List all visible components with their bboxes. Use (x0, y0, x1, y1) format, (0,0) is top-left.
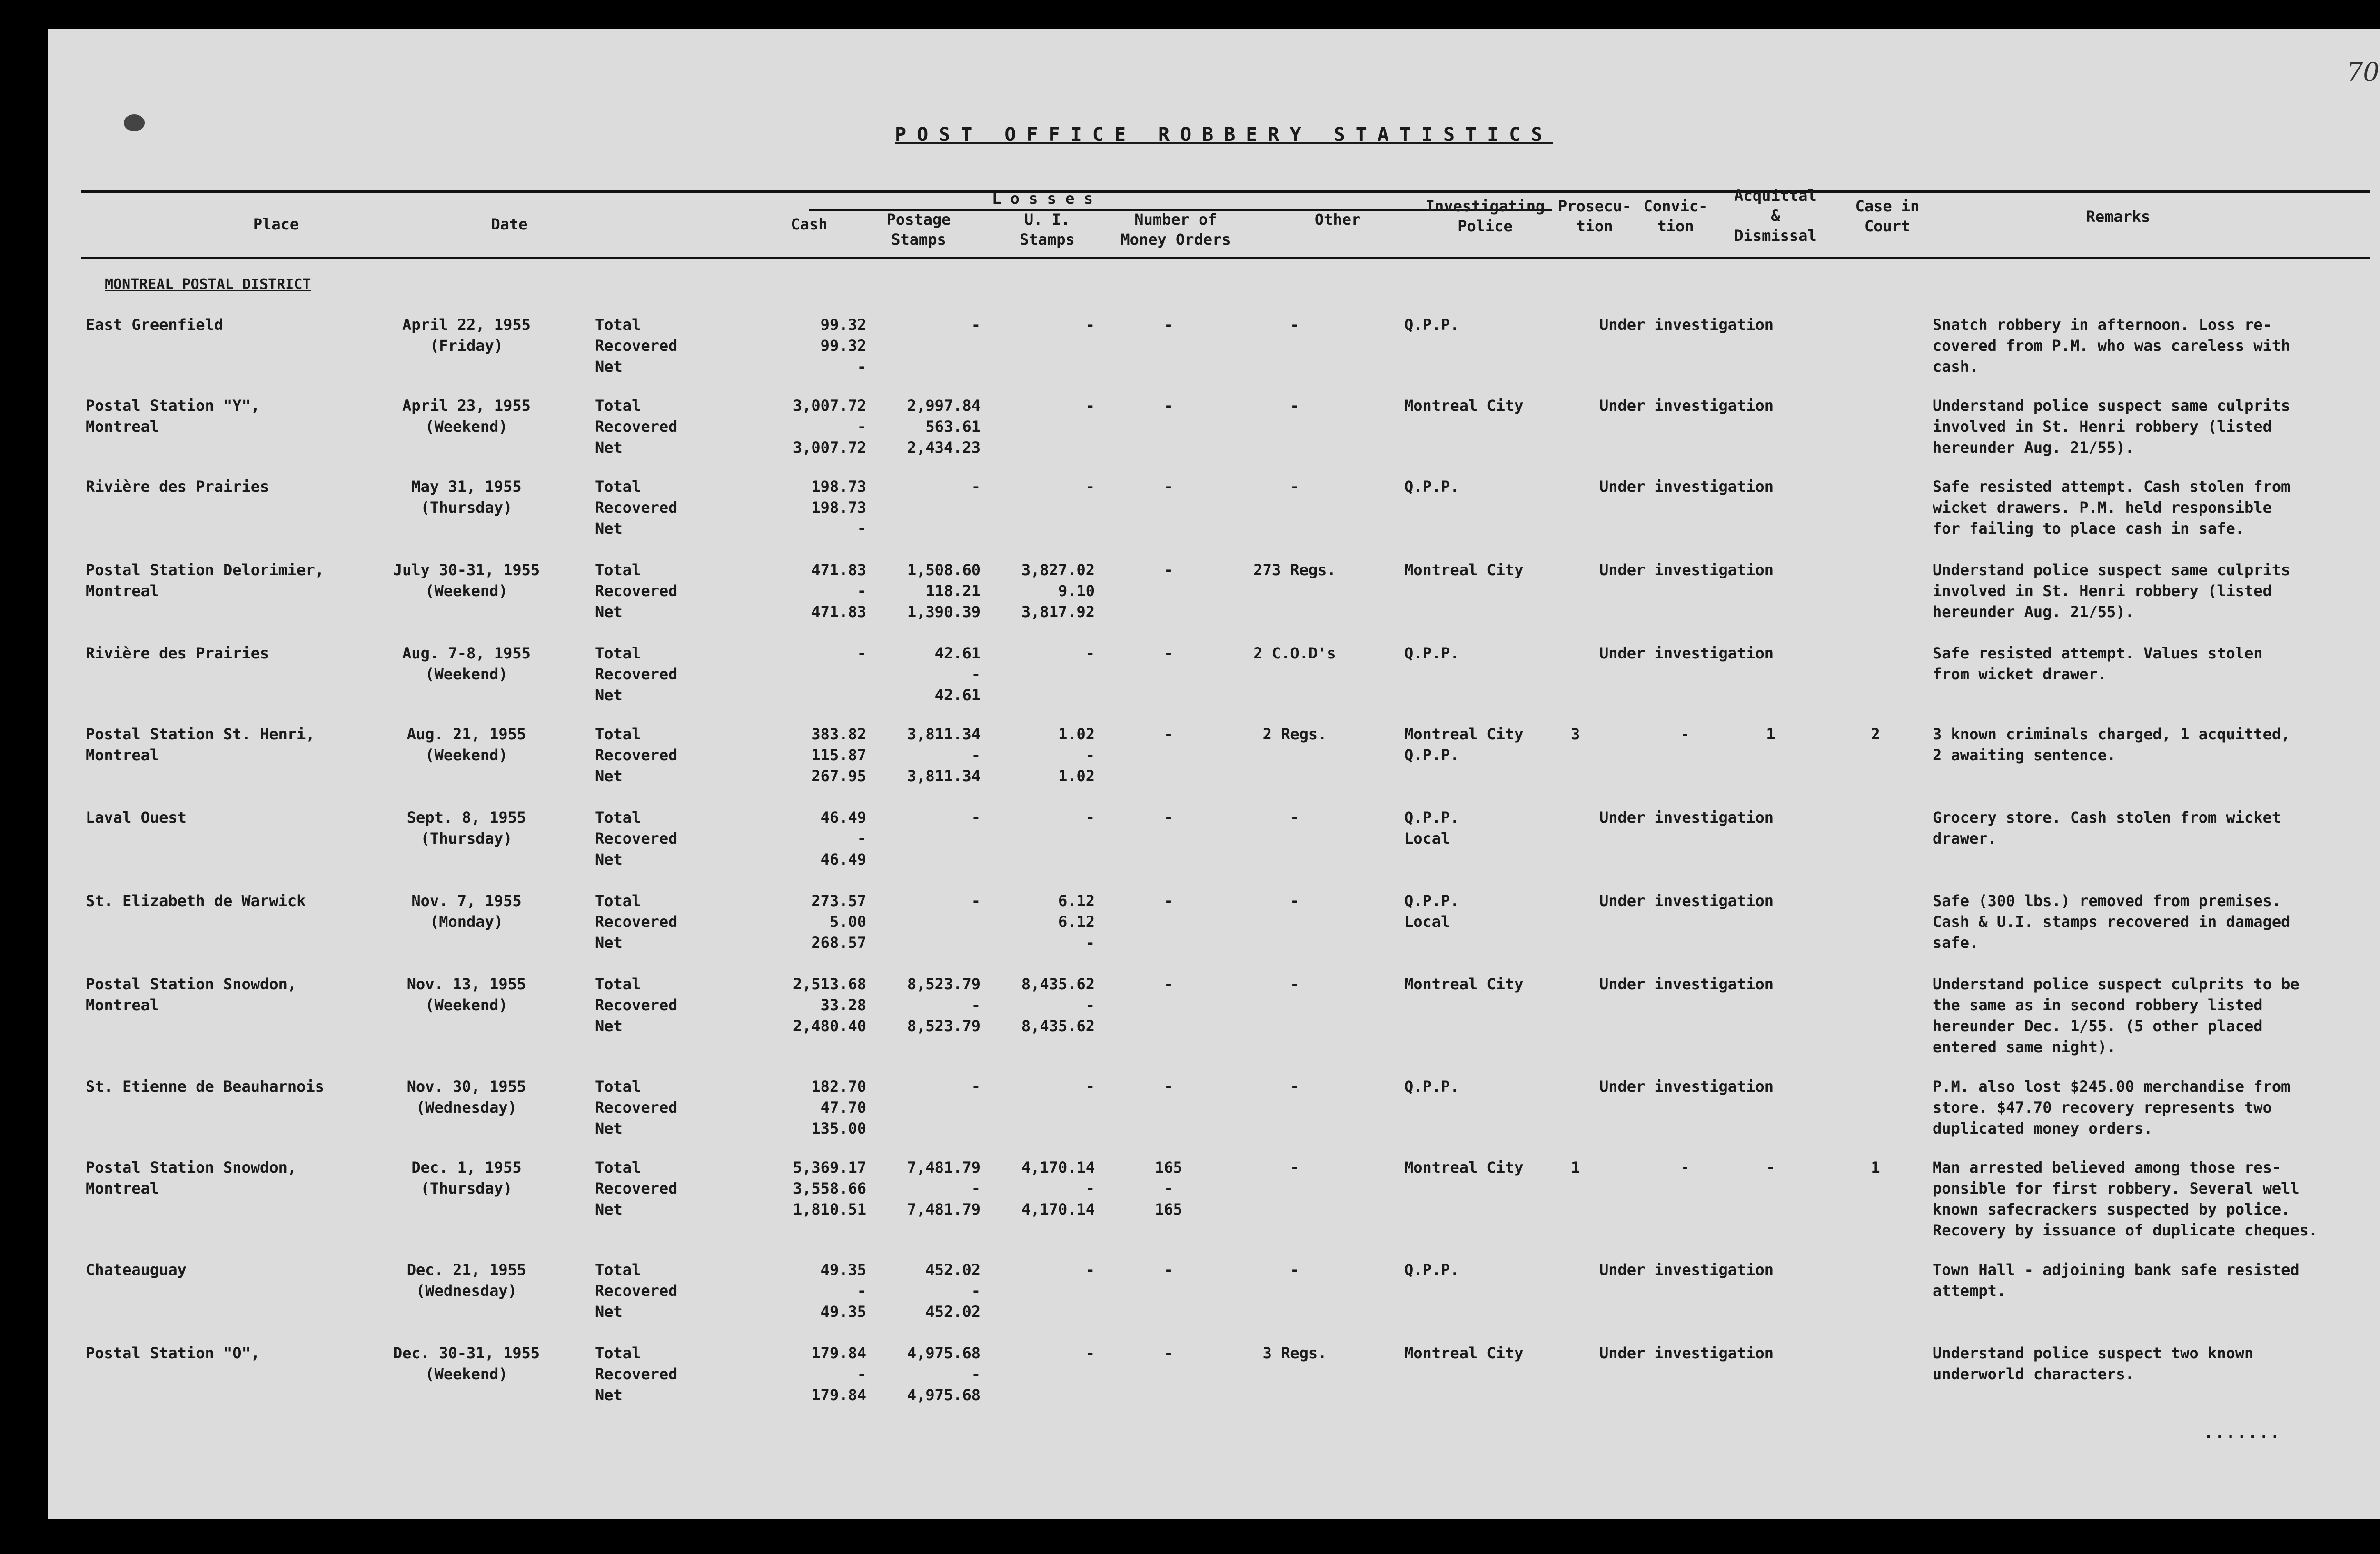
cell-other: 2 Regs. (1262, 725, 1327, 743)
cell-place: Rivière des Prairies (86, 478, 269, 496)
punch-hole (124, 114, 145, 131)
cell-labels: Total Recovered Net (595, 478, 678, 538)
cell-place: Postal Station "O", (86, 1344, 260, 1362)
cell-police: Montreal City (1404, 1158, 1524, 1176)
cell-money-orders: - (1164, 725, 1173, 743)
cell-remarks: Safe resisted attempt. Cash stolen from wicket drawers. P.M. held responsible for failing to place cash in safe. (1933, 478, 2291, 538)
cell-date: Aug. 7-8, 1955 (Weekend) (402, 644, 531, 683)
cell-remarks: Understand police suspect same culprits involved in St. Henri robbery (listed hereunder Aug. 21/55). (1933, 397, 2291, 457)
cell-place: St. Etienne de Beauharnois (86, 1077, 324, 1096)
cell-labels: Total Recovered Net (595, 892, 678, 952)
cell-date: Aug. 21, 1955 (Weekend) (407, 725, 526, 764)
cell-postage: - (971, 316, 981, 334)
cell-postage: 8,523.79 - 8,523.79 (907, 975, 981, 1035)
header-date: Date (491, 215, 528, 233)
cell-police: Q.P.P. (1404, 644, 1459, 662)
cell-police: Q.P.P. (1404, 316, 1459, 334)
cell-postage: 452.02 - 452.02 (925, 1261, 981, 1321)
header-remarks: Remarks (2086, 208, 2151, 226)
cell-place: Chateauguay (86, 1261, 187, 1279)
cell-place: Rivière des Prairies (86, 644, 269, 662)
cell-other: 273 Regs. (1253, 561, 1336, 579)
cell-labels: Total Recovered Net (595, 644, 678, 704)
cell-money-orders: - (1164, 644, 1173, 662)
cell-police: Montreal City (1404, 975, 1524, 993)
cell-police: Montreal City (1404, 1344, 1524, 1362)
cell-ui-stamps: 8,435.62 - 8,435.62 (1021, 975, 1095, 1035)
cell-place: Laval Ouest (86, 808, 187, 827)
header-conviction: Convic- tion (1643, 197, 1708, 235)
header-cash: Cash (791, 215, 828, 233)
cell-remarks: Understand police suspect same culprits involved in St. Henri robbery (listed hereunder Aug. 21/55). (1933, 561, 2291, 621)
cell-cash: 471.83 - 471.83 (811, 561, 866, 621)
cell-cash: 2,513.68 33.28 2,480.40 (793, 975, 866, 1035)
cell-ui-stamps: - (1085, 808, 1095, 827)
cell-prosecution: 1 (1571, 1158, 1580, 1176)
header-money-orders: Number of Money Orders (1121, 210, 1231, 249)
cell-cash: 5,369.17 3,558.66 1,810.51 (793, 1158, 866, 1218)
document-title: POST OFFICE ROBBERY STATISTICS (895, 124, 1553, 146)
cell-investigation-status: Under investigation (1599, 808, 1774, 827)
cell-police: Montreal City (1404, 397, 1524, 415)
header-losses: L o s s e s (992, 189, 1093, 208)
header-postage: Postage Stamps (886, 210, 951, 249)
header-top-rule (81, 190, 2370, 193)
cell-place: Postal Station "Y", Montreal (86, 397, 260, 436)
cell-other: 2 C.O.D's (1253, 644, 1336, 662)
cell-postage: - (971, 1077, 981, 1096)
cell-ui-stamps: 6.12 6.12 - (1058, 892, 1095, 952)
cell-cash: 273.57 5.00 268.57 (811, 892, 866, 952)
cell-labels: Total Recovered Net (595, 1158, 678, 1218)
cell-conviction: - (1680, 725, 1690, 743)
cell-other: - (1290, 808, 1299, 827)
cell-investigation-status: Under investigation (1599, 1261, 1774, 1279)
cell-cash: 383.82 115.87 267.95 (811, 725, 866, 785)
cell-police: Q.P.P. Local (1404, 808, 1459, 847)
cell-postage: 3,811.34 - 3,811.34 (907, 725, 981, 785)
cell-ui-stamps: 3,827.02 9.10 3,817.92 (1021, 561, 1095, 621)
header-place: Place (253, 215, 299, 233)
cell-ui-stamps: - (1085, 644, 1095, 662)
cell-cash: 46.49 - 46.49 (820, 808, 866, 868)
cell-date: Nov. 13, 1955 (Weekend) (407, 975, 526, 1014)
cell-other: 3 Regs. (1262, 1344, 1327, 1362)
trailing-dots: ....... (2204, 1424, 2281, 1442)
header-police: Investigating Police (1425, 197, 1545, 235)
header-prosecution: Prosecu- tion (1557, 197, 1632, 235)
cell-date: Nov. 30, 1955 (Wednesday) (407, 1077, 526, 1116)
cell-money-orders: - (1164, 1077, 1173, 1096)
cell-labels: Total Recovered Net (595, 316, 678, 376)
cell-money-orders: - (1164, 975, 1173, 993)
header-bottom-rule (81, 257, 2370, 259)
cell-police: Q.P.P. (1404, 1077, 1459, 1096)
cell-police: Q.P.P. Local (1404, 892, 1459, 931)
cell-money-orders: - (1164, 561, 1173, 579)
cell-police: Q.P.P. (1404, 478, 1459, 496)
cell-labels: Total Recovered Net (595, 1261, 678, 1321)
cell-cash: 179.84 - 179.84 (811, 1344, 866, 1404)
cell-prosecution: 3 (1571, 725, 1580, 743)
cell-postage: 1,508.60 118.21 1,390.39 (907, 561, 981, 621)
cell-ui-stamps: - (1085, 1344, 1095, 1362)
cell-postage: - (971, 808, 981, 827)
cell-money-orders: - (1164, 808, 1173, 827)
cell-investigation-status: Under investigation (1599, 316, 1774, 334)
cell-cash: 3,007.72 - 3,007.72 (793, 397, 866, 457)
cell-money-orders: - (1164, 1261, 1173, 1279)
cell-remarks: Understand police suspect two known underworld characters. (1933, 1344, 2254, 1383)
cell-postage: 7,481.79 - 7,481.79 (907, 1158, 981, 1218)
cell-postage: 2,997.84 563.61 2,434.23 (907, 397, 981, 457)
cell-labels: Total Recovered Net (595, 808, 678, 868)
cell-labels: Total Recovered Net (595, 397, 678, 457)
cell-ui-stamps: - (1085, 478, 1095, 496)
cell-ui-stamps: 1.02 - 1.02 (1058, 725, 1095, 785)
cell-date: Dec. 1, 1955 (Thursday) (411, 1158, 522, 1197)
cell-postage: 42.61 - 42.61 (934, 644, 981, 704)
cell-other: - (1290, 316, 1299, 334)
cell-money-orders: - (1164, 892, 1173, 910)
district-heading: MONTREAL POSTAL DISTRICT (105, 276, 311, 293)
cell-cash: - (857, 644, 866, 662)
cell-remarks: Safe resisted attempt. Values stolen from wicket drawer. (1933, 644, 2263, 683)
cell-money-orders: - (1164, 1344, 1173, 1362)
cell-labels: Total Recovered Net (595, 725, 678, 785)
cell-cash: 198.73 198.73 - (811, 478, 866, 538)
cell-cash: 49.35 - 49.35 (820, 1261, 866, 1321)
header-other: Other (1314, 210, 1361, 229)
cell-ui-stamps: - (1085, 316, 1095, 334)
cell-date: May 31, 1955 (Thursday) (411, 478, 522, 517)
cell-date: April 23, 1955 (Weekend) (402, 397, 531, 436)
cell-ui-stamps: - (1085, 1261, 1095, 1279)
cell-police: Montreal City (1404, 561, 1524, 579)
cell-place: Postal Station Delorimier, Montreal (86, 561, 324, 600)
cell-remarks: Grocery store. Cash stolen from wicket drawer. (1933, 808, 2281, 847)
cell-date: April 22, 1955 (Friday) (402, 316, 531, 355)
cell-other: - (1290, 1158, 1299, 1176)
cell-place: St. Elizabeth de Warwick (86, 892, 306, 910)
cell-investigation-status: Under investigation (1599, 975, 1774, 993)
cell-money-orders: - (1164, 316, 1173, 334)
cell-postage: - (971, 478, 981, 496)
cell-place: Postal Station St. Henri, Montreal (86, 725, 315, 764)
cell-money-orders: - (1164, 478, 1173, 496)
cell-investigation-status: Under investigation (1599, 644, 1774, 662)
cell-labels: Total Recovered Net (595, 561, 678, 621)
cell-ui-stamps: 4,170.14 - 4,170.14 (1021, 1158, 1095, 1218)
cell-place: East Greenfield (86, 316, 223, 334)
cell-remarks: Safe (300 lbs.) removed from premises. Cash & U.I. stamps recovered in damaged safe. (1933, 892, 2291, 952)
cell-other: - (1290, 1077, 1299, 1096)
cell-other: - (1290, 892, 1299, 910)
cell-court: 2 (1871, 725, 1880, 743)
cell-remarks: Man arrested believed among those res- ponsible for first robbery. Several well known safecrackers suspected by police. Recovery by issuance of duplicate cheques. (1933, 1158, 2318, 1239)
cell-investigation-status: Under investigation (1599, 397, 1774, 415)
cell-acquittal: - (1766, 1158, 1775, 1176)
cell-date: Dec. 21, 1955 (Wednesday) (407, 1261, 526, 1300)
cell-place: Postal Station Snowdon, Montreal (86, 975, 297, 1014)
cell-cash: 99.32 99.32 - (820, 316, 866, 376)
cell-investigation-status: Under investigation (1599, 478, 1774, 496)
cell-remarks: 3 known criminals charged, 1 acquitted, 2 awaiting sentence. (1933, 725, 2291, 764)
cell-investigation-status: Under investigation (1599, 892, 1774, 910)
cell-labels: Total Recovered Net (595, 975, 678, 1035)
page-number: 70 (2347, 57, 2380, 87)
cell-ui-stamps: - (1085, 1077, 1095, 1096)
cell-other: - (1290, 397, 1299, 415)
cell-conviction: - (1680, 1158, 1690, 1176)
cell-labels: Total Recovered Net (595, 1077, 678, 1137)
cell-other: - (1290, 975, 1299, 993)
cell-postage: - (971, 892, 981, 910)
cell-remarks: P.M. also lost $245.00 merchandise from store. $47.70 recovery represents two duplicated money orders. (1933, 1077, 2291, 1137)
cell-date: Dec. 30-31, 1955 (Weekend) (393, 1344, 540, 1383)
header-ui-stamps: U. I. Stamps (1020, 210, 1075, 249)
cell-cash: 182.70 47.70 135.00 (811, 1077, 866, 1137)
cell-date: Sept. 8, 1955 (Thursday) (407, 808, 526, 847)
cell-money-orders: 165 - 165 (1155, 1158, 1182, 1218)
cell-date: Nov. 7, 1955 (Monday) (411, 892, 522, 931)
cell-labels: Total Recovered Net (595, 1344, 678, 1404)
cell-investigation-status: Under investigation (1599, 561, 1774, 579)
cell-police: Montreal City Q.P.P. (1404, 725, 1524, 764)
cell-court: 1 (1871, 1158, 1880, 1176)
cell-place: Postal Station Snowdon, Montreal (86, 1158, 297, 1197)
cell-other: - (1290, 1261, 1299, 1279)
header-acquittal: Acquittal & Dismissal (1734, 187, 1817, 245)
header-court: Case in Court (1855, 197, 1920, 235)
cell-investigation-status: Under investigation (1599, 1077, 1774, 1096)
cell-money-orders: - (1164, 397, 1173, 415)
cell-ui-stamps: - (1085, 397, 1095, 415)
cell-investigation-status: Under investigation (1599, 1344, 1774, 1362)
cell-other: - (1290, 478, 1299, 496)
cell-date: July 30-31, 1955 (Weekend) (393, 561, 540, 600)
cell-remarks: Understand police suspect culprits to be the same as in second robbery listed hereunder Dec. 1/55. (5 other placed entered same night). (1933, 975, 2300, 1056)
cell-postage: 4,975.68 - 4,975.68 (907, 1344, 981, 1404)
cell-remarks: Town Hall - adjoining bank safe resisted attempt. (1933, 1261, 2300, 1300)
cell-acquittal: 1 (1766, 725, 1775, 743)
cell-police: Q.P.P. (1404, 1261, 1459, 1279)
cell-remarks: Snatch robbery in afternoon. Loss re- covered from P.M. who was careless with cash. (1933, 316, 2291, 376)
